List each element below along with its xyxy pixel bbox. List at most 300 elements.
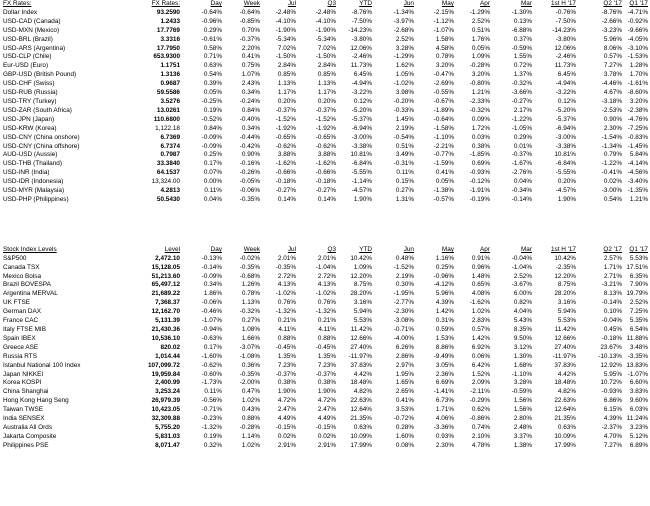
stock-row-value: 2.48% <box>513 423 532 431</box>
stock-row-value: -0.15% <box>315 423 336 431</box>
stock-row-value: 9.60% <box>629 397 648 405</box>
stock-row-value: 9.50% <box>513 334 532 342</box>
fx-row-value: 0.79% <box>603 151 622 159</box>
fx-row <box>2 178 650 187</box>
fx-row-value: 0.54% <box>603 195 622 203</box>
stock-row-value: 12.20% <box>350 272 372 280</box>
fx-row-value: -0.37% <box>275 106 296 114</box>
stock-row-value: -0.93% <box>601 388 622 396</box>
stock-row-value: -3.36% <box>433 423 454 431</box>
stock-row-level: 5,831.03 <box>155 432 180 440</box>
stock-row-value: 0.82% <box>513 299 532 307</box>
fx-row-value: -14.23% <box>552 26 576 34</box>
fx-row-value: 1.09% <box>471 53 490 61</box>
stock-row-value: 1.86% <box>203 290 222 298</box>
stock-header-q3: Q3 <box>327 245 336 253</box>
stock-row-value: 0.59% <box>435 326 454 333</box>
fx-row-value: -0.26% <box>239 169 260 177</box>
fx-row-rate: 1.2433 <box>160 17 180 25</box>
stock-row-value: -0.71% <box>201 406 222 414</box>
stock-row-name: Hong Kong Hang Seng <box>3 397 69 405</box>
stock-row <box>2 397 650 406</box>
fx-row-name: USD-PHP (Philippines) <box>3 195 69 203</box>
fx-row-value: 6.45% <box>353 71 372 79</box>
stock-row-value: 0.36% <box>241 361 260 369</box>
stock-row-value: 6.03% <box>629 406 648 414</box>
stock-row-value: 0.41% <box>395 397 414 405</box>
fx-header-mar: Mar <box>520 0 532 7</box>
stock-row-value: -9.49% <box>433 352 454 360</box>
spreadsheet <box>2 0 648 451</box>
stock-row-value: -0.15% <box>275 423 296 431</box>
fx-header-ytd: YTD <box>359 0 372 7</box>
fx-row <box>2 45 650 54</box>
fx-row-rate: 17.7950 <box>156 44 180 52</box>
fx-row-value: -0.18% <box>315 178 336 186</box>
fx-row-name: USD-CNY (China onshore) <box>3 133 80 141</box>
stock-row-value: 10.42% <box>554 254 576 262</box>
fx-row-value: -2.46% <box>351 53 372 61</box>
fx-row-value: 0.07% <box>203 169 222 177</box>
fx-row-value: -4.94% <box>351 80 372 88</box>
stock-row-value: -0.45% <box>275 343 296 351</box>
stock-row-value: 6.15% <box>603 406 622 414</box>
stock-row-value: 3.23% <box>629 423 648 431</box>
fx-row-name: USD-IDR (Indonesia) <box>3 178 64 186</box>
stock-row-value: 8.86% <box>435 343 454 351</box>
stock-row <box>2 281 650 290</box>
fx-header-day: Day <box>210 0 222 7</box>
stock-row-value: 3.16% <box>557 299 576 307</box>
fx-row-rate: 0.7987 <box>160 151 180 159</box>
stock-row-value: 0.06% <box>471 352 490 360</box>
fx-row-value: 1.13% <box>317 80 336 88</box>
stock-row-name: German DAX <box>3 308 42 316</box>
fx-row-value: -0.12% <box>469 178 490 186</box>
fx-row-value: 0.20% <box>277 97 296 105</box>
fx-row-value: -1.50% <box>275 53 296 61</box>
stock-row-value: 0.96% <box>471 263 490 271</box>
fx-row-value: -4.57% <box>555 187 576 195</box>
fx-row-value: -2.48% <box>275 8 296 16</box>
fx-row-value: -1.92% <box>275 124 296 132</box>
stock-row-value: 6.26% <box>395 343 414 351</box>
stock-row-value: 10.09% <box>350 432 372 440</box>
stock-row <box>2 273 650 282</box>
fx-row-value: -1.02% <box>393 80 414 88</box>
fx-row-value: -0.34% <box>511 187 532 195</box>
stock-row <box>2 379 650 388</box>
fx-row-value: 0.72% <box>513 62 532 70</box>
stock-row-value: 17.51% <box>626 263 648 271</box>
fx-row-value: 0.25% <box>203 151 222 159</box>
fx-row-value: -0.14% <box>511 195 532 203</box>
stock-row-value: 0.38% <box>277 379 296 387</box>
fx-row-value: 1.21% <box>629 195 648 203</box>
stock-row-value: -1.95% <box>393 290 414 298</box>
stock-row-value: -2.77% <box>393 299 414 307</box>
stock-row-value: -1.32% <box>315 308 336 316</box>
fx-row-value: -1.59% <box>433 160 454 168</box>
fx-row-value: -1.34% <box>601 142 622 150</box>
stock-row-name: Korea KOSPI <box>3 379 42 387</box>
stock-row-value: 5.96% <box>435 290 454 298</box>
fx-header-row <box>2 0 650 9</box>
stock-row-value: 0.65% <box>471 281 490 289</box>
stock-row-value: 6.89% <box>629 441 648 449</box>
fx-row-value: -1.52% <box>315 115 336 123</box>
fx-row-value: -0.16% <box>239 160 260 168</box>
fx-row-value: -1.92% <box>315 124 336 132</box>
fx-row-value: -0.65% <box>315 133 336 141</box>
fx-row-value: -1.05% <box>511 124 532 132</box>
fx-row-value: 0.78% <box>435 53 454 61</box>
fx-row-value: -0.05% <box>239 178 260 186</box>
fx-row-rate: 33.3840 <box>156 160 180 168</box>
stock-row-name: Brazil BOVESPA <box>3 281 51 289</box>
stock-row-value: 4.13% <box>277 281 296 289</box>
fx-row-value: 2.52% <box>471 17 490 25</box>
fx-row-value: -4.94% <box>555 80 576 88</box>
fx-row-value: -1.29% <box>469 8 490 16</box>
stock-header-q2-17: Q2 '17 <box>603 245 622 253</box>
stock-row-value: -1.07% <box>201 317 222 325</box>
fx-row-value: -0.32% <box>469 106 490 114</box>
stock-row-level: 10,536.10 <box>151 334 180 342</box>
stock-row-level: 5,131.39 <box>155 317 180 325</box>
stock-row-level: 107,099.72 <box>148 361 180 369</box>
fx-row-value: -2.48% <box>315 8 336 16</box>
fx-row-value: 0.12% <box>353 97 372 105</box>
stock-row-value: 2.19% <box>395 272 414 280</box>
stock-row-value: -3.08% <box>393 317 414 325</box>
stock-row-value: 22.63% <box>554 397 576 405</box>
fx-row-value: -4.71% <box>627 8 648 16</box>
stock-row <box>2 388 650 397</box>
fx-row-value: -6.94% <box>555 124 576 132</box>
stock-row-value: -1.32% <box>201 423 222 431</box>
fx-row-value: -5.37% <box>555 115 576 123</box>
stock-index-table <box>2 246 650 451</box>
stock-row-name: Russia RTS <box>3 352 37 360</box>
fx-row-value: -0.55% <box>433 89 454 97</box>
stock-row-value: 0.76% <box>277 299 296 307</box>
stock-row-value: -1.60% <box>201 352 222 360</box>
stock-row <box>2 308 650 317</box>
fx-header-1h17: 1st H '17 <box>550 0 576 7</box>
stock-row-value: -1.07% <box>627 370 648 378</box>
stock-row-value: 3.48% <box>629 343 648 351</box>
fx-row-value: -1.35% <box>627 187 648 195</box>
fx-row-value: -2.68% <box>393 26 414 34</box>
stock-header-jun: Jun <box>403 245 414 253</box>
fx-row-rate: 3.5276 <box>160 97 180 105</box>
fx-row-value: 1.07% <box>241 71 260 79</box>
fx-row-name: USD-CNY (China offshore) <box>3 142 80 150</box>
stock-row <box>2 424 650 433</box>
fx-row-value: -1.62% <box>275 160 296 168</box>
stock-row-value: -0.18% <box>601 334 622 342</box>
fx-row-value: 0.27% <box>395 187 414 195</box>
stock-row-value: 7.90% <box>629 281 648 289</box>
fx-row-rate: 1.1751 <box>160 62 180 70</box>
stock-header-level: Level <box>164 245 180 253</box>
stock-row-value: 18.48% <box>554 379 576 387</box>
stock-row-value: 5.53% <box>629 254 648 262</box>
fx-row-rate: 0.9687 <box>160 80 180 88</box>
stock-row-value: 17.99% <box>350 441 372 449</box>
stock-header-row <box>2 246 650 255</box>
stock-row-value: 2.71% <box>603 272 622 280</box>
fx-row-value: -3.00% <box>555 133 576 141</box>
stock-row-name: Taiwan TWSE <box>3 406 44 414</box>
stock-row-value: 6.86% <box>603 397 622 405</box>
stock-row-value: -0.23% <box>201 415 222 423</box>
stock-row-value: 1.90% <box>277 388 296 396</box>
stock-row-value: 2.86% <box>395 352 414 360</box>
stock-row-value: 0.28% <box>395 423 414 431</box>
fx-header-q2-17: Q2 '17 <box>603 0 622 7</box>
fx-row-name: GBP-USD (British Pound) <box>3 71 77 79</box>
fx-row-rate: 59.5586 <box>156 89 180 97</box>
stock-row-value: -1.62% <box>469 299 490 307</box>
stock-row <box>2 433 650 442</box>
stock-row-value: 0.21% <box>277 317 296 325</box>
stock-row-value: 2.72% <box>317 272 336 280</box>
stock-row-level: 15,128.05 <box>151 263 180 271</box>
fx-row-value: 0.01% <box>513 142 532 150</box>
fx-row-value: -3.40% <box>627 178 648 186</box>
stock-row-level: 19,959.84 <box>151 370 180 378</box>
fx-row-value: 0.58% <box>203 44 222 52</box>
fx-row-value: 0.75% <box>241 62 260 70</box>
fx-row-value: -5.55% <box>555 169 576 177</box>
fx-row-value: 7.02% <box>317 44 336 52</box>
stock-row-name: Italy FTSE MIB <box>3 326 46 333</box>
stock-row-value: 7.23% <box>277 361 296 369</box>
fx-row <box>2 9 650 18</box>
fx-row-value: -0.66% <box>315 169 336 177</box>
fx-row-value: 8.06% <box>603 44 622 52</box>
stock-row-level: 7,368.37 <box>155 299 180 307</box>
stock-row-value: 10.42% <box>350 254 372 262</box>
fx-row-name: USD-CHF (Swiss) <box>3 80 55 88</box>
stock-row-value: 8.13% <box>603 290 622 298</box>
stock-row-value: 12.66% <box>554 334 576 342</box>
fx-row-value: 3.78% <box>603 71 622 79</box>
fx-row-value: -7.50% <box>555 17 576 25</box>
stock-row <box>2 406 650 415</box>
fx-row-value: 7.02% <box>277 44 296 52</box>
stock-row-value: 28.20% <box>350 290 372 298</box>
stock-row-name: Philippines PSE <box>3 441 49 449</box>
fx-row-value: 0.84% <box>241 106 260 114</box>
stock-row-value: 1.71% <box>435 406 454 414</box>
fx-row-value: -3.10% <box>627 44 648 52</box>
stock-row-value: 5.95% <box>603 370 622 378</box>
fx-row-value: -0.31% <box>393 160 414 168</box>
stock-row <box>2 326 650 335</box>
stock-row-value: 4.78% <box>471 441 490 449</box>
fx-row-value: 1.55% <box>513 53 532 61</box>
stock-row-value: 1.42% <box>471 334 490 342</box>
stock-row-value: -0.96% <box>433 272 454 280</box>
stock-row-value: 0.34% <box>203 281 222 289</box>
fx-row-value: -4.46% <box>601 80 622 88</box>
fx-row-name: Dollar Index <box>3 8 38 16</box>
fx-row-value: 0.85% <box>317 71 336 79</box>
stock-row-value: -0.14% <box>201 263 222 271</box>
fx-row-value: -0.66% <box>275 169 296 177</box>
stock-row-value: 12.64% <box>554 406 576 414</box>
stock-row-name: India SENSEX <box>3 415 45 423</box>
fx-row-name: Eur-USD (Euro) <box>3 62 49 70</box>
fx-row-rate: 93.2590 <box>156 8 180 16</box>
fx-row-value: 0.02% <box>603 178 622 186</box>
fx-row-value: 0.51% <box>471 26 490 34</box>
fx-row <box>2 151 650 160</box>
fx-row-value: 0.51% <box>395 142 414 150</box>
stock-row-level: 820.02 <box>160 343 180 351</box>
stock-row-value: -0.09% <box>201 272 222 280</box>
stock-row <box>2 264 650 273</box>
stock-row <box>2 362 650 371</box>
fx-row-value: -5.55% <box>351 169 372 177</box>
stock-row-value: 3.37% <box>513 432 532 440</box>
fx-row-value: -1.53% <box>627 53 648 61</box>
fx-row-value: 3.88% <box>277 151 296 159</box>
stock-row-name: Greece ASE <box>3 343 39 351</box>
fx-row-value: -0.62% <box>275 142 296 150</box>
fx-row-value: -3.66% <box>511 89 532 97</box>
fx-row-value: -0.96% <box>201 17 222 25</box>
stock-row-name: Istanbul National 100 Index <box>3 361 81 369</box>
stock-row-value: 2.30% <box>435 441 454 449</box>
stock-row-value: -0.32% <box>239 308 260 316</box>
stock-row-value: 1.09% <box>353 263 372 271</box>
fx-row-value: -1.52% <box>275 115 296 123</box>
stock-row-value: -11.97% <box>348 352 372 360</box>
stock-row-value: -0.46% <box>201 308 222 316</box>
fx-row-value: 0.85% <box>277 71 296 79</box>
fx-row-value: -5.34% <box>315 35 336 43</box>
stock-row-value: 2.97% <box>395 361 414 369</box>
stock-row-level: 21,430.36 <box>151 326 180 333</box>
fx-row-rate: 50.5430 <box>156 195 180 203</box>
stock-row-value: 21.35% <box>350 415 372 423</box>
stock-row-value: 2.01% <box>277 254 296 262</box>
stock-row-value: 1.02% <box>241 397 260 405</box>
stock-row-value: 4.11% <box>278 326 296 333</box>
fx-row-value: -1.45% <box>627 142 648 150</box>
fx-row-value: -5.20% <box>555 106 576 114</box>
fx-row-value: 11.73% <box>554 62 576 70</box>
stock-row-value: 2.10% <box>471 432 490 440</box>
stock-row-value: -0.35% <box>275 263 296 271</box>
stock-row-value: 6.00% <box>513 290 532 298</box>
stock-row-value: 10.72% <box>600 379 622 387</box>
stock-row-value: 4.72% <box>277 397 296 405</box>
fx-row-value: 2.52% <box>395 35 414 43</box>
stock-row-value: 3.28% <box>513 379 532 387</box>
fx-row-value: 1.28% <box>629 62 648 70</box>
fx-row-value: -4.76% <box>627 115 648 123</box>
stock-row-value: 2.09% <box>471 379 490 387</box>
stock-row-value: -4.00% <box>393 334 414 342</box>
fx-row-value: -1.54% <box>601 133 622 141</box>
stock-row <box>2 371 650 380</box>
fx-row-value: 0.41% <box>241 53 260 61</box>
stock-row-value: -1.41% <box>433 388 454 396</box>
fx-row <box>2 125 650 134</box>
fx-row-value: 0.90% <box>241 151 260 159</box>
fx-row-value: -4.57% <box>351 187 372 195</box>
fx-row-rate: 13.0261 <box>156 106 180 114</box>
fx-row-value: -1.10% <box>433 133 454 141</box>
fx-row-value: -3.38% <box>555 142 576 150</box>
stock-row-value: -1.73% <box>201 379 222 387</box>
fx-row-value: 2.84% <box>317 62 336 70</box>
stock-row-value: -0.13% <box>201 254 222 262</box>
stock-row-value: 0.57% <box>471 326 490 333</box>
fx-row-name: USD-ZAR (South Africa) <box>3 106 72 114</box>
fx-row-value: -0.67% <box>433 97 454 105</box>
stock-row-value: -3.67% <box>511 281 532 289</box>
stock-row-value: -0.45% <box>315 343 336 351</box>
fx-row-value: -0.61% <box>201 35 222 43</box>
stock-row-value: -0.62% <box>201 361 222 369</box>
stock-row-value: 27.40% <box>554 343 576 351</box>
stock-row-value: 1.02% <box>471 308 490 316</box>
fx-row-value: 0.37% <box>513 35 532 43</box>
stock-row-value: 0.25% <box>435 263 454 271</box>
stock-row <box>2 344 650 353</box>
fx-row-value: -0.35% <box>239 195 260 203</box>
stock-row-value: -0.68% <box>239 272 260 280</box>
fx-header-q1-17: Q1 '17 <box>629 0 648 7</box>
fx-row-value: 0.05% <box>435 178 454 186</box>
stock-row-value: 1.65% <box>395 379 414 387</box>
fx-row-value: -3.18% <box>601 97 622 105</box>
stock-row-value: 1.66% <box>241 334 260 342</box>
fx-row <box>2 18 650 27</box>
stock-row-value: 1.60% <box>395 432 414 440</box>
stock-row-value: 5.43% <box>513 317 532 325</box>
stock-row-value: 1.53% <box>435 334 454 342</box>
stock-row-value: 2.36% <box>435 370 454 378</box>
stock-row-value: 3.05% <box>435 361 454 369</box>
fx-row-value: -4.14% <box>627 160 648 168</box>
fx-row-value: 0.04% <box>203 195 222 203</box>
fx-row-rate: 3.3316 <box>160 35 180 43</box>
stock-row-value: 6.35% <box>629 272 648 280</box>
fx-row-value: 4.58% <box>435 44 454 52</box>
fx-row-value: -0.54% <box>393 133 414 141</box>
fx-row <box>2 187 650 196</box>
fx-row-value: -0.09% <box>201 133 222 141</box>
fx-row-value: -0.20% <box>393 97 414 105</box>
stock-row-value: 5.53% <box>353 317 372 325</box>
stock-row-name: Mexico Bolsa <box>3 272 42 280</box>
fx-row-value: -0.57% <box>433 195 454 203</box>
stock-header-week: Week <box>243 245 260 253</box>
stock-row-value: 1.48% <box>471 272 490 280</box>
fx-row-value: 0.84% <box>203 124 222 132</box>
fx-row-value: 1.37% <box>513 71 532 79</box>
fx-row-name: USD-ARS (Argentina) <box>3 44 66 52</box>
stock-row-value: 2.83% <box>471 317 490 325</box>
stock-row-value: 0.21% <box>317 317 336 325</box>
